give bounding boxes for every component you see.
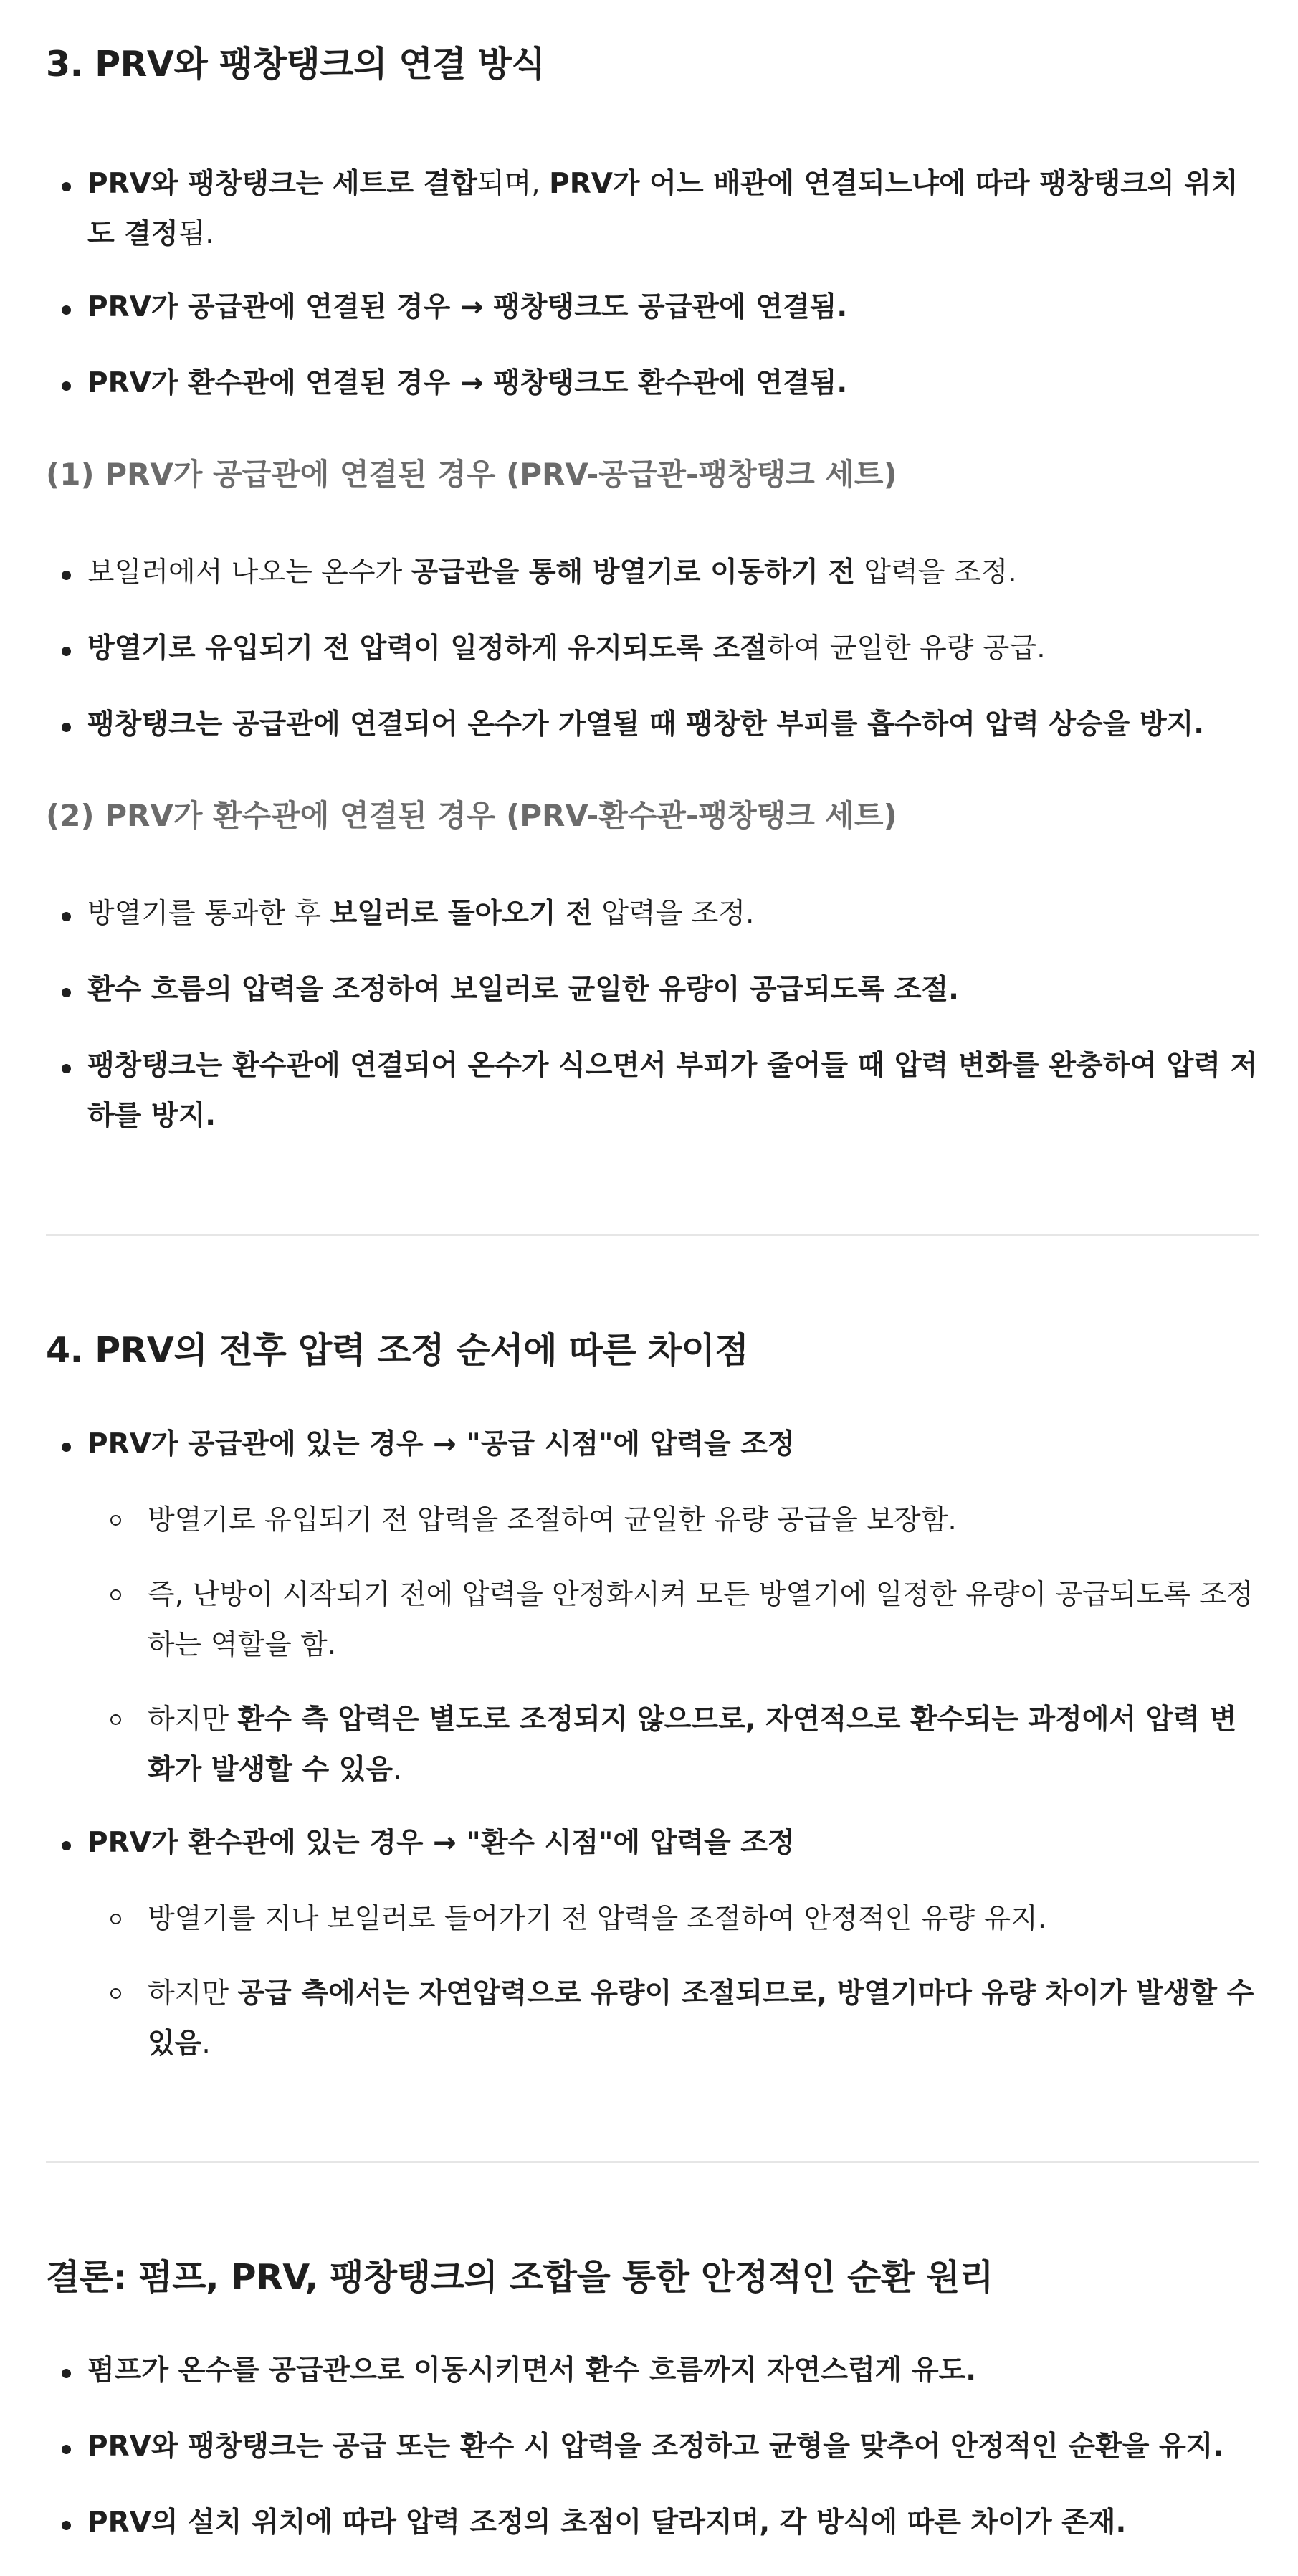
bullet-dot-icon (62, 1443, 71, 1452)
list-item: 팽창탱크는 환수관에 연결되어 온수가 식으면서 부피가 줄어들 때 압력 변화를 완충하여 압력 저하를 방지. (87, 1041, 1263, 1141)
list-item: 방열기로 유입되기 전 압력을 조절하여 균일한 유량 공급을 보장함. (148, 1496, 1262, 1546)
bullet-circle-icon (110, 1914, 121, 1924)
divider (46, 2161, 1259, 2163)
bullet-dot-icon (62, 1064, 71, 1073)
list-item: PRV가 공급관에 있는 경우 → "공급 시점"에 압력을 조정 (87, 1420, 1263, 1470)
bullet-dot-icon (62, 912, 71, 921)
bullet-dot-icon (62, 305, 71, 315)
bullet-dot-icon (62, 647, 71, 656)
list-item: PRV가 환수관에 연결된 경우 → 팽창탱크도 환수관에 연결됨. (87, 358, 1263, 409)
bullet-dot-icon (62, 2445, 71, 2454)
list-item: 환수 흐름의 압력을 조정하여 보일러로 균일한 유량이 공급되도록 조절. (87, 965, 1263, 1015)
list-item: PRV와 팽창탱크는 세트로 결합되며, PRV가 어느 배관에 연결되느냐에 따라 팽창탱크의 위치도 결정됨. (87, 159, 1263, 260)
list-item: 보일러에서 나오는 온수가 공급관을 통해 방열기로 이동하기 전 압력을 조정. (87, 548, 1263, 598)
subsection-2-title: (2) PRV가 환수관에 연결된 경우 (PRV-환수관-팽창탱크 세트) (46, 798, 897, 833)
bullet-circle-icon (110, 1515, 121, 1526)
list-item: 방열기로 유입되기 전 압력이 일정하게 유지되도록 조절하여 균일한 유량 공급. (87, 624, 1263, 674)
bullet-dot-icon (62, 723, 71, 732)
bullet-dot-icon (62, 988, 71, 997)
list-item: PRV의 설치 위치에 따라 압력 조정의 초점이 달라지며, 각 방식에 따른 차이가 존재. (87, 2498, 1263, 2548)
bullet-dot-icon (62, 2521, 71, 2530)
section-4-title: 4. PRV의 전후 압력 조정 순서에 따른 차이점 (46, 1330, 749, 1371)
list-item: PRV가 환수관에 있는 경우 → "환수 시점"에 압력을 조정 (87, 1818, 1263, 1868)
list-item: 하지만 공급 측에서는 자연압력으로 유량이 조절되므로, 방열기마다 유량 차이가 발생할 수 있음. (148, 1969, 1262, 2069)
bullet-circle-icon (110, 1589, 121, 1600)
bullet-dot-icon (62, 571, 71, 580)
bullet-dot-icon (62, 182, 71, 191)
bullet-circle-icon (110, 1988, 121, 1999)
list-item: 팽창탱크는 공급관에 연결되어 온수가 가열될 때 팽창한 부피를 흡수하여 압력 상승을 방지. (87, 700, 1263, 750)
list-item: 펌프가 온수를 공급관으로 이동시키면서 환수 흐름까지 자연스럽게 유도. (87, 2346, 1263, 2396)
bullet-circle-icon (110, 1714, 121, 1725)
list-item: 즉, 난방이 시작되기 전에 압력을 안정화시켜 모든 방열기에 일정한 유량이 공급되도록 조정하는 역할을 함. (148, 1570, 1262, 1670)
conclusion-title: 결론: 펌프, PRV, 팽창탱크의 조합을 통한 안정적인 순환 원리 (46, 2257, 993, 2298)
bullet-dot-icon (62, 2369, 71, 2378)
list-item: PRV가 공급관에 연결된 경우 → 팽창탱크도 공급관에 연결됨. (87, 282, 1263, 333)
divider (46, 1234, 1259, 1236)
list-item: 방열기를 지나 보일러로 들어가기 전 압력을 조절하여 안정적인 유량 유지. (148, 1894, 1262, 1944)
list-item: 방열기를 통과한 후 보일러로 돌아오기 전 압력을 조정. (87, 889, 1263, 939)
bullet-dot-icon (62, 1841, 71, 1850)
section-3-title: 3. PRV와 팽창탱크의 연결 방식 (46, 44, 545, 85)
list-item: PRV와 팽창탱크는 공급 또는 환수 시 압력을 조정하고 균형을 맞추어 안정적인 순환을 유지. (87, 2422, 1263, 2472)
list-item: 하지만 환수 측 압력은 별도로 조정되지 않으므로, 자연적으로 환수되는 과정에서 압력 변화가 발생할 수 있음. (148, 1695, 1262, 1795)
bullet-dot-icon (62, 381, 71, 391)
subsection-1-title: (1) PRV가 공급관에 연결된 경우 (PRV-공급관-팽창탱크 세트) (46, 457, 897, 492)
